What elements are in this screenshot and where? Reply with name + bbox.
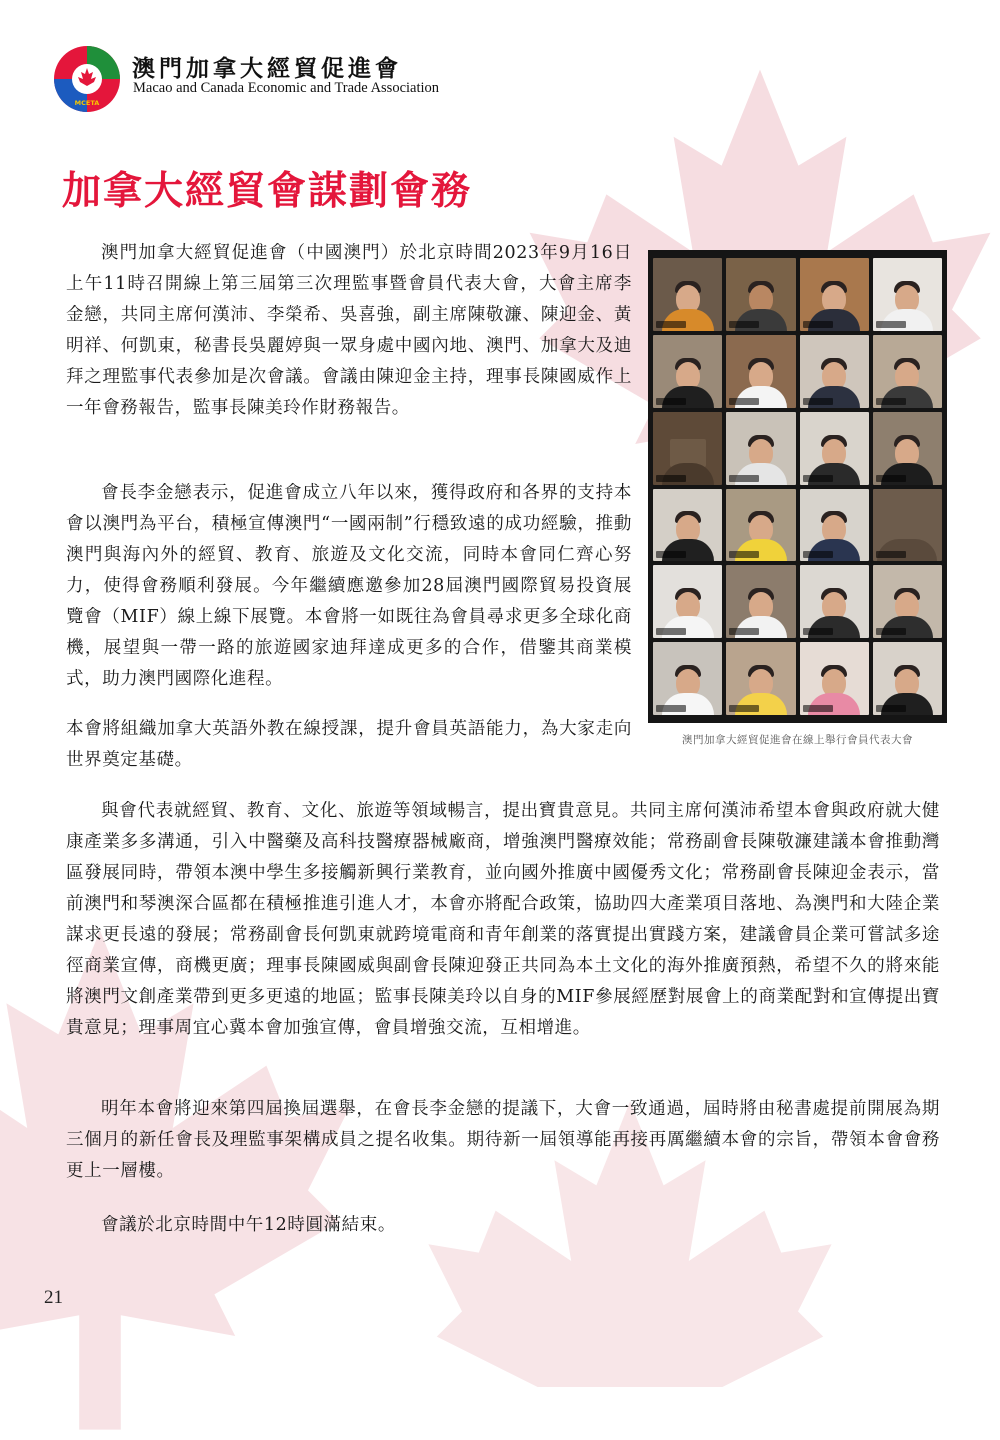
logo-text: MCETA: [74, 99, 100, 107]
participant-tile: [873, 258, 942, 331]
participant-tile: [726, 258, 795, 331]
article-title: 加拿大經貿會謀劃會務: [62, 169, 473, 214]
participant-tile: [653, 412, 722, 485]
participant-tile: [873, 642, 942, 715]
participant-tile: [726, 489, 795, 562]
org-name-en: Macao and Canada Economic and Trade Association: [133, 80, 440, 96]
participant-grid: [653, 258, 942, 715]
photo-caption: 澳門加拿大經貿促進會在線上舉行會員代表大會: [682, 734, 913, 746]
participant-tile: [726, 642, 795, 715]
header: [52, 44, 552, 114]
paragraph-1: 澳門加拿大經貿促進會（中國澳門）於北京時間2023年9月16日上午11時召開線上第三屆第三次理監事暨會員代表大會，大會主席李金戀，共同主席何漢沛、李榮希、吳喜強，副主席陳敬濂、陳迎金、黃明祥、何凱東，秘書長吳麗婷與一眾身處中國內地、澳門、加拿大及迪拜之理監事代表參加是次會議。會議由陳迎金主持，理事長陳國威作上一年會務報告，監事長陳美玲作財務報告。: [66, 243, 632, 418]
paragraph-6: 會議於北京時間中午12時圓滿結束。: [101, 1215, 396, 1235]
org-name-zh: 澳門加拿大經貿促進會: [132, 55, 402, 82]
participant-tile: [653, 642, 722, 715]
participant-tile: [653, 335, 722, 408]
page-number: 21: [44, 1287, 63, 1308]
video-conference-photo: [648, 250, 947, 723]
participant-tile: [800, 642, 869, 715]
participant-tile: [873, 335, 942, 408]
paragraph-2: 會長李金戀表示，促進會成立八年以來，獲得政府和各界的支持本會以澳門為平台，積極宣傳澳門“一國兩制”行穩致遠的成功經驗，推動澳門與海內外的經貿、教育、旅遊及文化交流，同時本會同仁齊心努力，使得會務順利發展。今年繼續應邀參加28屆澳門國際貿易投資展覽會（MIF）線上線下展覽。本會將一如既往為會員尋求更多全球化商機，展望與一帶一路的旅遊國家迪拜達成更多的合作，借鑒其商業模式，助力澳門國際化進程。: [66, 483, 632, 689]
participant-tile: [800, 335, 869, 408]
participant-tile: [653, 258, 722, 331]
association-logo: [52, 44, 122, 114]
paragraph-5: 明年本會將迎來第四屆換屆選舉，在會長李金戀的提議下，大會一致通過，屆時將由秘書處提前開展為期三個月的新任會長及理監事架構成員之提名收集。期待新一屆領導能再接再厲繼續本會的宗旨，帶領本會會務更上一層樓。: [66, 1099, 940, 1181]
participant-tile: [873, 565, 942, 638]
paragraph-3: 本會將組織加拿大英語外教在線授課，提升會員英語能力，為大家走向世界奠定基礎。: [66, 719, 632, 770]
participant-tile: [800, 565, 869, 638]
participant-tile: [800, 489, 869, 562]
participant-tile: [800, 258, 869, 331]
participant-tile: [800, 412, 869, 485]
participant-tile: [653, 565, 722, 638]
participant-tile: [726, 412, 795, 485]
participant-tile: [873, 489, 942, 562]
paragraph-4: 與會代表就經貿、教育、文化、旅遊等領域暢言，提出寶貴意見。共同主席何漢沛希望本會與政府就大健康產業多多溝通，引入中醫藥及高科技醫療器械廠商，增強澳門醫療效能；常務副會長陳敬濂建議本會推動灣區發展同時，帶領本澳中學生多接觸新興行業教育，並向國外推廣中國優秀文化；常務副會長陳迎金表示，當前澳門和琴澳深合區都在積極推進引進人才，本會亦將配合政策，協助四大產業項目落地、為澳門和大陸企業謀求更長遠的發展；常務副會長何凱東就跨境電商和青年創業的落實提出實踐方案，建議會員企業可嘗試多途徑商業宣傳，商機更廣；理事長陳國威與副會長陳迎發正共同為本土文化的海外推廣預熱，希望不久的將來能將澳門文創產業帶到更多更遠的地區；監事長陳美玲以自身的MIF參展經歷對展會上的商業配對和宣傳提出寶貴意見；理事周宜心冀本會加強宣傳，會員增強交流，互相增進。: [66, 801, 940, 1038]
participant-tile: [726, 565, 795, 638]
participant-tile: [873, 412, 942, 485]
participant-tile: [726, 335, 795, 408]
participant-tile: [653, 489, 722, 562]
